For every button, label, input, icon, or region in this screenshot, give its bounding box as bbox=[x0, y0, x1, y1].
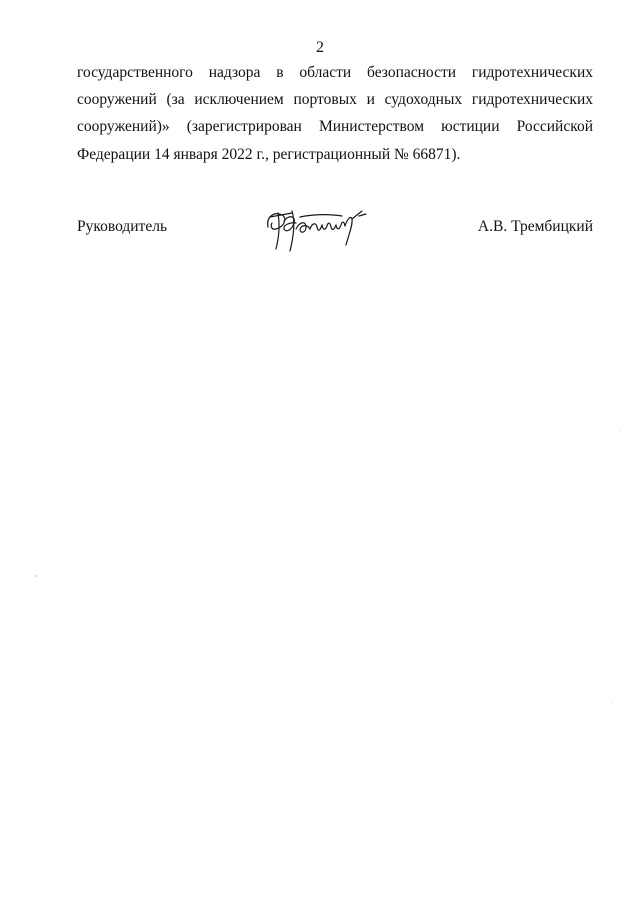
word: гидротехнических bbox=[471, 91, 593, 108]
word: гидротехнических bbox=[471, 64, 593, 81]
word: и bbox=[366, 91, 375, 108]
word: (зарегистрирован bbox=[186, 118, 302, 135]
body-line-3 bbox=[77, 117, 593, 137]
word: Российской bbox=[516, 118, 593, 135]
word: судоходных bbox=[384, 91, 463, 108]
word: исключением bbox=[194, 91, 284, 108]
word: в bbox=[276, 64, 284, 81]
word: области bbox=[299, 64, 352, 81]
signatory-name: А.В. Трембицкий bbox=[477, 218, 593, 235]
body-line-2 bbox=[77, 90, 593, 110]
line-text: Федерации 14 января 2022 г., регистрационный № 66871). bbox=[77, 146, 461, 163]
scan-speck bbox=[35, 575, 37, 577]
signatory-title: Руководитель bbox=[77, 218, 168, 235]
body-line-1 bbox=[77, 63, 593, 83]
word: (за bbox=[166, 91, 185, 108]
word: безопасности bbox=[367, 64, 457, 81]
handwritten-signature bbox=[262, 203, 374, 255]
word: портовых bbox=[293, 91, 357, 108]
word: сооружений bbox=[77, 91, 157, 108]
scan-speck bbox=[620, 430, 621, 431]
word: юстиции bbox=[441, 118, 500, 135]
word: Министерством bbox=[318, 118, 425, 135]
word: сооружений)» bbox=[77, 118, 170, 135]
scan-speck bbox=[612, 702, 613, 703]
word: надзора bbox=[208, 64, 261, 81]
body-line-4 bbox=[77, 145, 593, 165]
word: государственного bbox=[77, 64, 193, 81]
page-number: 2 bbox=[316, 39, 324, 56]
